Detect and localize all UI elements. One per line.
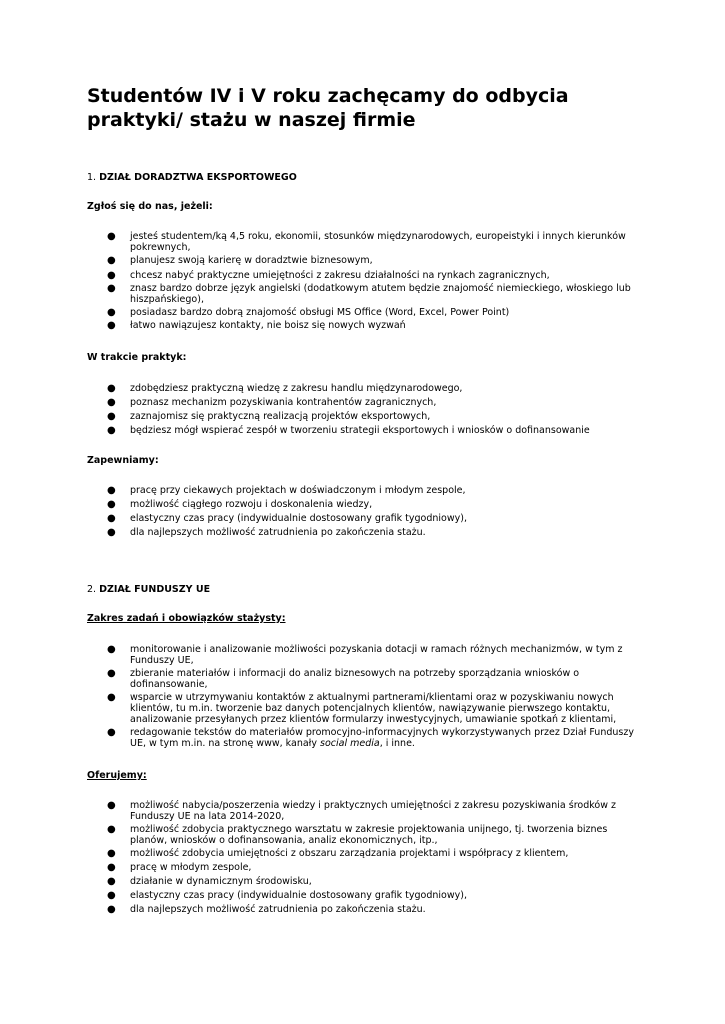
duties-heading: Zakres zadań i obowiązków stażysty: (87, 613, 286, 624)
offer2-list (87, 800, 647, 915)
list-item: ● pracę przy ciekawych projektach w doświadczonym i młodym zespole, (107, 485, 466, 496)
list-item: ● elastyczny czas pracy (indywidualnie dostosowany grafik tygodniowy), (107, 513, 467, 524)
bullet-icon: ● (107, 307, 116, 318)
bullet-icon: ● (107, 904, 116, 915)
social-media-emphasis: social media (320, 738, 380, 749)
list-item: ● redagowanie tekstów do materiałów promocyjno-informacyjnych wykorzystywanych przez Dział Funduszy UE, w tym m.in. na stronę www, kanały social media, i inne. (107, 727, 634, 749)
page-title: Studentów IV i V roku zachęcamy do odbycia praktyki/ stażu w naszej firmie (87, 85, 569, 131)
list-item: ● możliwość zdobycia umiejętności z obszaru zarządzania projektami i współpracy z klientem, (107, 848, 569, 859)
bullet-icon: ● (107, 320, 116, 331)
list-item: ● działanie w dynamicznym środowisku, (107, 876, 312, 887)
bullet-icon: ● (107, 383, 116, 394)
offer2-heading: Oferujemy: (87, 770, 147, 781)
list-item: ● możliwość nabycia/poszerzenia wiedzy i praktycznych umiejętności z zakresu pozyskiwania środków z Funduszy UE na lata 2014-2020, (107, 800, 616, 822)
list-item: ● posiadasz bardzo dobrą znajomość obsługi MS Office (Word, Excel, Power Point) (107, 307, 510, 318)
bullet-icon: ● (107, 876, 116, 887)
apply-heading: Zgłoś się do nas, jeżeli: (87, 201, 213, 212)
bullet-icon: ● (107, 848, 116, 859)
bullet-icon: ● (107, 270, 116, 281)
bullet-icon: ● (107, 231, 116, 242)
duties-list (87, 644, 647, 749)
bullet-icon: ● (107, 824, 116, 835)
during-heading: W trakcie praktyk: (87, 352, 187, 363)
list-item: ● będziesz mógł wspierać zespół w tworzeniu strategii eksportowych i wniosków o dofinansowanie (107, 425, 590, 436)
list-item: ● elastyczny czas pracy (indywidualnie dostosowany grafik tygodniowy), (107, 890, 467, 901)
bullet-icon: ● (107, 283, 116, 294)
bullet-icon: ● (107, 800, 116, 811)
bullet-icon: ● (107, 499, 116, 510)
during-list (87, 383, 647, 436)
list-item: ● poznasz mechanizm pozyskiwania kontrahentów zagranicznych, (107, 397, 437, 408)
bullet-icon: ● (107, 644, 116, 655)
list-item: ● monitorowanie i analizowanie możliwości pozyskania dotacji w ramach różnych mechanizmów, w tym z Funduszy UE, (107, 644, 623, 666)
list-item: ● chcesz nabyć praktyczne umiejętności z zakresu działalności na rynkach zagranicznych, (107, 270, 550, 281)
bullet-icon: ● (107, 862, 116, 873)
bullet-icon: ● (107, 668, 116, 679)
section-2-heading (87, 584, 210, 596)
list-item: ● łatwo nawiązujesz kontakty, nie boisz się nowych wyzwań (107, 320, 406, 331)
bullet-icon: ● (107, 513, 116, 524)
bullet-icon: ● (107, 411, 116, 422)
list-item: ● możliwość ciągłego rozwoju i doskonalenia wiedzy, (107, 499, 373, 510)
apply-list (87, 231, 647, 331)
bullet-icon: ● (107, 727, 116, 738)
section-1-title: DZIAŁ DORADZTWA EKSPORTOWEGO (99, 172, 297, 183)
bullet-icon: ● (107, 425, 116, 436)
bullet-icon: ● (107, 255, 116, 266)
section-1-number: 1. (87, 172, 97, 183)
bullet-icon: ● (107, 397, 116, 408)
section-2-title: DZIAŁ FUNDUSZY UE (99, 584, 211, 595)
list-item: ● pracę w młodym zespole, (107, 862, 252, 873)
list-item: ● znasz bardzo dobrze język angielski (dodatkowym atutem będzie znajomość niemieckiego, włoskiego lub hiszpańskiego), (107, 283, 631, 305)
offer-list (87, 485, 647, 538)
bullet-icon: ● (107, 485, 116, 496)
section-1-heading (87, 172, 297, 184)
list-item: ● jesteś studentem/ką 4,5 roku, ekonomii, stosunków międzynarodowych, europeistyki i innych kierunków pokrewnych, (107, 231, 626, 253)
list-item: ● wsparcie w utrzymywaniu kontaktów z aktualnymi partnerami/klientami oraz w pozyskiwaniu nowych klientów, tu m.in. tworzenie baz danych potencjalnych klientów, nawiązywanie pierwszego kontaktu, analizowanie przesyłanych przez klientów formularzy inwestycyjnych, umawianie spotkań z klientami, (107, 692, 617, 725)
bullet-icon: ● (107, 527, 116, 538)
offer-heading: Zapewniamy: (87, 455, 159, 466)
list-item: ● zaznajomisz się praktyczną realizacją projektów eksportowych, (107, 411, 431, 422)
list-item: ● planujesz swoją karierę w doradztwie biznesowym, (107, 255, 373, 266)
list-item: ● możliwość zdobycia praktycznego warsztatu w zakresie projektowania unijnego, tj. tworzenia biznes planów, wniosków o dofinansowania, analiz ekonomicznych, itp., (107, 824, 608, 846)
bullet-icon: ● (107, 692, 116, 703)
list-item: ● zdobędziesz praktyczną wiedzę z zakresu handlu międzynarodowego, (107, 383, 463, 394)
list-item: ● dla najlepszych możliwość zatrudnienia po zakończenia stażu. (107, 904, 426, 915)
list-item: ● zbieranie materiałów i informacji do analiz biznesowych na potrzeby sporządzania wniosków o dofinansowanie, (107, 668, 580, 690)
bullet-icon: ● (107, 890, 116, 901)
section-2-number: 2. (87, 584, 97, 595)
list-item: ● dla najlepszych możliwość zatrudnienia po zakończenia stażu. (107, 527, 426, 538)
